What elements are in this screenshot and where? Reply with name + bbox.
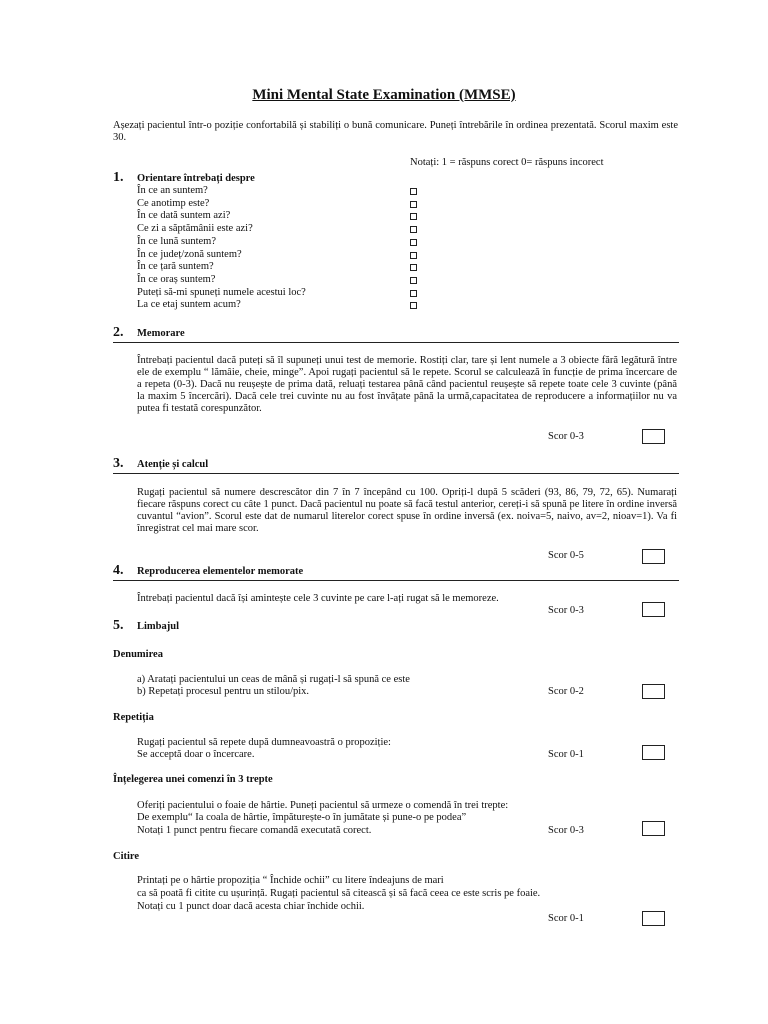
section-3-text: Rugați pacientul să numere descrescător din 7 în 7 începând cu 100. Opriți-l după 5 scăderi (93, 86, 79, 72, 65). Numarați fiecare răspuns corect cu câte 1 punct. Dacă pacientul nu poate să facă testul anterior, cereți-i să spună pe litere în ordine inversă cuvantul “avion”. Scorul este dat de numarul literelor corect spuse în ordine inversă (ex. noiva=5, naivo, av=2, nioav=1). Va fi înregistrat cel mai mare scor. [137, 487, 677, 534]
section-2-text: Întrebați pacientul dacă puteți să îl supuneți unui test de memorie. Rostiți clar, tare și lent numele a 3 obiecte fără legătură între ele de exemplu “ lămâie, cheie, minge”. Apoi rugați pacientul să le repete. Scorul se calculează în funcție de prima încercare de a repeta (0-3). Dacă nu reușește de prima dată, reluați testarea până când pacientul reușește să repete toate cele 3 cuvinte (până la maxim 5 încercări). Dacă cele trei cuvinte nu au fost învățate până la urmă,capacitatea de reproducere a informațiilor nu va putea fi testată corespunzător. [137, 355, 677, 414]
section-5-number: 5. [113, 618, 124, 633]
question-season: Ce anotimp este? [137, 198, 210, 209]
checkbox-date[interactable] [410, 213, 417, 220]
scoring-legend: Notați: 1 = răspuns corect 0= răspuns incorect [410, 157, 604, 168]
citire-line-2: ca să poată fi citite cu ușurință. Rugați pacientul să citească și să facă ceea ce este scris pe foaie. [137, 888, 541, 899]
citire-line-3: Notați cu 1 punct doar dacă acesta chiar închide ochii. [137, 901, 365, 912]
section-4-text: Întrebați pacientul dacă își amintește cele 3 cuvinte pe care l-ați rugat să le memoreze. [137, 593, 499, 604]
section-4-title: Reproducerea elementelor memorate [137, 566, 304, 577]
section-2-number: 2. [113, 325, 124, 340]
section-4-number: 4. [113, 563, 124, 578]
section-5-title: Limbajul [137, 621, 180, 632]
question-weekday: Ce zi a săptămânii este azi? [137, 223, 253, 234]
section-3-divider [113, 473, 679, 474]
denumirea-line-1: a) Aratați pacientului un ceas de mână și rugați-l să spună ce este [137, 674, 410, 685]
citire-line-1: Printați pe o hârtie propoziția “ Închide ochii” cu litere îndeajuns de mari [137, 875, 444, 886]
checkbox-month[interactable] [410, 239, 417, 246]
section-4-score-label: Scor 0-3 [548, 605, 584, 616]
section-4-divider [113, 580, 679, 581]
question-city: În ce oraș suntem? [137, 274, 216, 285]
citire-score-label: Scor 0-1 [548, 913, 584, 924]
section-4-score-box[interactable] [642, 602, 665, 617]
section-3-title: Atenție și calcul [137, 459, 209, 470]
section-3-number: 3. [113, 456, 124, 471]
checkbox-county[interactable] [410, 252, 417, 259]
citire-title: Citire [113, 851, 140, 862]
section-2-score-label: Scor 0-3 [548, 431, 584, 442]
checkbox-year[interactable] [410, 188, 417, 195]
section-1-number: 1. [113, 170, 124, 185]
intro-text: Așezați pacientul într-o poziție confortabilă și stabiliți o bună comunicare. Puneți întrebările în ordinea prezentată. Scorul maxim este 30. [113, 120, 678, 143]
section-2-divider [113, 342, 679, 343]
checkbox-city[interactable] [410, 277, 417, 284]
question-country: În ce țară suntem? [137, 261, 214, 272]
denumirea-title: Denumirea [113, 649, 163, 660]
repetitia-line-1: Rugați pacientul să repete după dumneavoastră o propoziție: [137, 737, 391, 748]
page-title: Mini Mental State Examination (MMSE) [252, 87, 516, 103]
repetitia-title: Repetiția [113, 712, 154, 723]
checkbox-place[interactable] [410, 290, 417, 297]
intelegerea-line-2: De exemplu“ Ia coala de hârtie, împăturește-o în jumătate și pune-o pe podea” [137, 812, 467, 823]
question-place: Puteți să-mi spuneți numele acestui loc? [137, 287, 306, 298]
question-year: În ce an suntem? [137, 185, 208, 196]
intelegerea-score-box[interactable] [642, 821, 665, 836]
question-month: În ce lună suntem? [137, 236, 217, 247]
repetitia-line-2: Se acceptă doar o încercare. [137, 749, 255, 760]
question-county: În ce județ/zonă suntem? [137, 249, 242, 260]
denumirea-score-label: Scor 0-2 [548, 686, 584, 697]
citire-score-box[interactable] [642, 911, 665, 926]
intelegerea-line-3: Notați 1 punct pentru fiecare comandă executată corect. [137, 825, 372, 836]
checkbox-country[interactable] [410, 264, 417, 271]
checkbox-season[interactable] [410, 201, 417, 208]
repetitia-score-label: Scor 0-1 [548, 749, 584, 760]
section-2-title: Memorare [137, 328, 185, 339]
denumirea-score-box[interactable] [642, 684, 665, 699]
intelegerea-line-1: Oferiți pacientului o foaie de hârtie. Puneți pacientul să urmeze o comendă în trei trepte: [137, 800, 509, 811]
question-date: În ce dată suntem azi? [137, 210, 231, 221]
section-1-title: Orientare întrebați despre [137, 173, 255, 184]
section-2-score-box[interactable] [642, 429, 665, 444]
denumirea-line-2: b) Repetați procesul pentru un stilou/pix. [137, 686, 310, 697]
checkbox-floor[interactable] [410, 302, 417, 309]
repetitia-score-box[interactable] [642, 745, 665, 760]
intelegerea-title: Înțelegerea unei comenzi în 3 trepte [113, 774, 273, 785]
section-3-score-label: Scor 0-5 [548, 550, 584, 561]
question-floor: La ce etaj suntem acum? [137, 299, 241, 310]
checkbox-weekday[interactable] [410, 226, 417, 233]
section-3-score-box[interactable] [642, 549, 665, 564]
intelegerea-score-label: Scor 0-3 [548, 825, 584, 836]
